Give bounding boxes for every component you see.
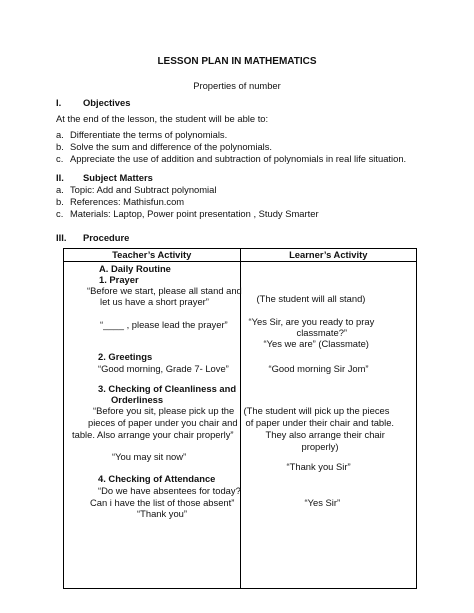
teacher-activity-header: Teacher’s Activity xyxy=(64,249,241,262)
attendance-heading: 4. Checking of Attendance xyxy=(98,473,216,484)
learner-line: properly) xyxy=(301,441,339,452)
teacher-line: “____ , please lead the prayer” xyxy=(100,319,228,330)
procedure-numeral: III. xyxy=(56,232,67,243)
objectives-intro: At the end of the lesson, the student will be able to: xyxy=(56,113,269,124)
subject-matters-numeral: II. xyxy=(56,172,64,183)
learner-line: “Yes Sir, are you ready to pray xyxy=(248,316,375,327)
objective-marker: b. xyxy=(56,141,64,152)
table-header-row xyxy=(64,249,417,262)
teacher-line: pieces of paper under you chair and xyxy=(88,417,238,428)
teacher-line: “Do we have absentees for today? xyxy=(98,485,241,496)
learner-activity-header: Learner’s Activity xyxy=(240,249,417,262)
teacher-line: table. Also arrange your chair properly” xyxy=(72,429,234,440)
procedure-table xyxy=(63,248,417,589)
subject-marker: a. xyxy=(56,184,64,195)
learner-line: “Thank you Sir” xyxy=(286,461,351,472)
teacher-line: “You may sit now” xyxy=(112,451,187,462)
teacher-line: Can i have the list of those absent” xyxy=(90,497,235,508)
learner-line: “Yes Sir” xyxy=(304,497,341,508)
objective-item: Differentiate the terms of polynomials. xyxy=(70,129,228,140)
teacher-line: “Before you sit, please pick up the xyxy=(93,405,235,416)
prayer-heading: 1. Prayer xyxy=(99,274,139,285)
learner-line: (The student will all stand) xyxy=(256,293,366,304)
subject-item: References: Mathisfun.com xyxy=(70,196,185,207)
document-subtitle: Properties of number xyxy=(193,80,281,91)
learner-activity-cell xyxy=(240,262,417,589)
teacher-line: “Good morning, Grade 7- Love” xyxy=(98,363,229,374)
cleanliness-heading-continued: Orderliness xyxy=(111,394,164,405)
objectives-numeral: I. xyxy=(56,97,62,108)
document-title: LESSON PLAN IN MATHEMATICS xyxy=(157,56,317,67)
daily-routine-heading: A. Daily Routine xyxy=(99,263,171,274)
learner-line: of paper under their chair and table. xyxy=(245,417,395,428)
subject-marker: c. xyxy=(56,208,64,219)
objective-item: Appreciate the use of addition and subtraction of polynomials in real life situation. xyxy=(70,153,407,164)
cleanliness-heading: 3. Checking of Cleanliness and xyxy=(98,383,237,394)
learner-line: classmate?” xyxy=(296,327,348,338)
subject-marker: b. xyxy=(56,196,64,207)
objective-marker: c. xyxy=(56,153,64,164)
objective-item: Solve the sum and difference of the polynomials. xyxy=(70,141,273,152)
learner-line: “Good morning Sir Jom” xyxy=(268,363,369,374)
learner-line: (The student will pick up the pieces xyxy=(243,405,390,416)
table-row xyxy=(64,262,417,589)
greetings-heading: 2. Greetings xyxy=(98,351,153,362)
teacher-line: let us have a short prayer” xyxy=(100,296,209,307)
teacher-activity-cell xyxy=(64,262,241,589)
teacher-line: “Before we start, please all stand and xyxy=(87,285,242,296)
subject-item: Topic: Add and Subtract polynomial xyxy=(70,184,217,195)
teacher-line: “Thank you” xyxy=(137,508,188,519)
objectives-heading: Objectives xyxy=(83,97,131,108)
learner-line: They also arrange their chair xyxy=(265,429,385,440)
procedure-heading: Procedure xyxy=(83,232,130,243)
learner-line: “Yes we are” (Classmate) xyxy=(263,338,369,349)
objective-marker: a. xyxy=(56,129,64,140)
subject-item: Materials: Laptop, Power point presentation , Study Smarter xyxy=(70,208,319,219)
subject-matters-heading: Subject Matters xyxy=(83,172,153,183)
